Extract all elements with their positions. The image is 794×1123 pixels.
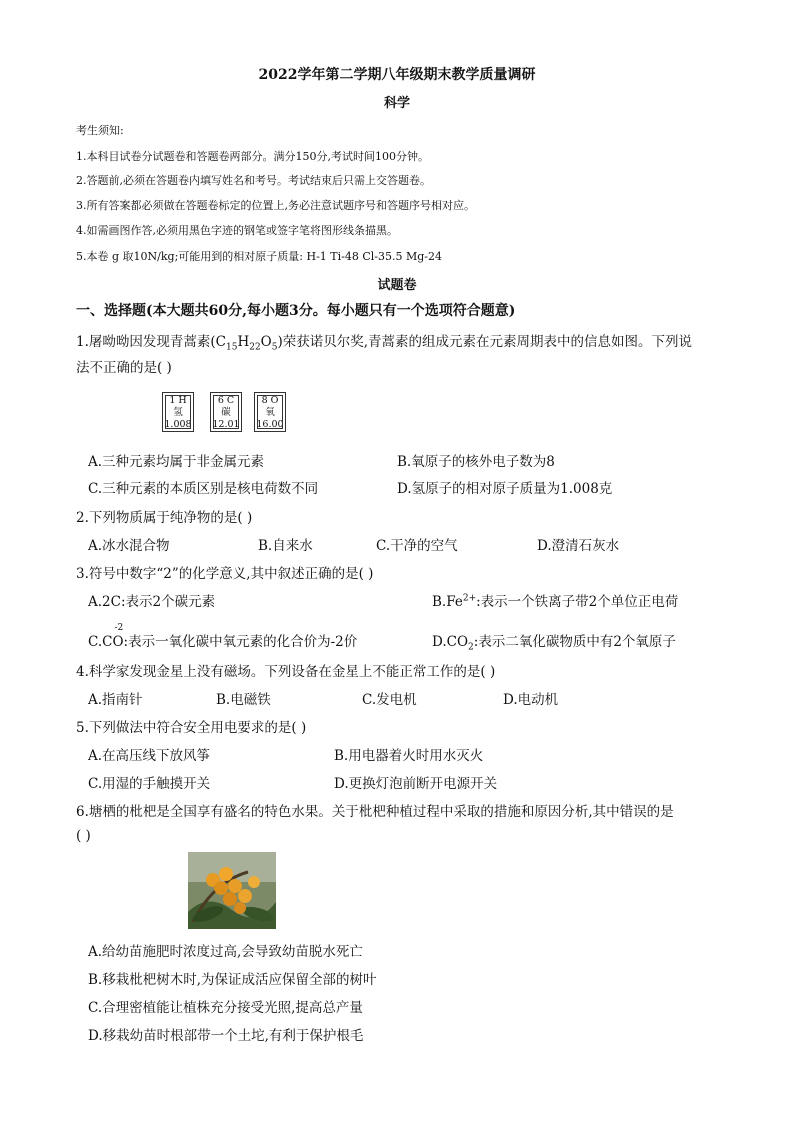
paper-label: 试题卷	[377, 278, 417, 293]
q6-stem-line2: ( )	[76, 828, 91, 844]
q5-option-c: C.用湿的手触摸开关	[88, 776, 211, 792]
q3-c-text: :表示一氧化碳中氧元素的化合价为-2价	[123, 634, 358, 650]
q4-option-a: A.指南针	[88, 692, 143, 708]
q1-o: O	[260, 334, 272, 350]
notice-heading: 考生须知:	[76, 124, 124, 137]
element-num-sym: 1 H	[169, 395, 187, 406]
q5-option-d: D.更换灯泡前断开电源开关	[334, 776, 498, 792]
notice-item-5: 5.本卷 g 取10N/kg;可能用到的相对原子质量: H-1 Ti-48 Cl-35.5 Mg-24	[76, 250, 443, 263]
notice-item-2: 2.答题前,必须在答题卷内填写姓名和考号。考试结束后只需上交答题卷。	[76, 174, 431, 187]
element-num-sym: 6 C	[217, 395, 235, 406]
q4-option-b: B.电磁铁	[216, 692, 271, 708]
element-mass: 1.008	[164, 419, 192, 430]
section-heading: 一、选择题(本大题共60分,每小题3分。每小题只有一个选项符合题意)	[76, 303, 516, 319]
q1-h: H	[237, 334, 250, 350]
q4-option-d: D.电动机	[503, 692, 559, 708]
element-name: 氢	[173, 407, 183, 418]
q4-stem: 4.科学家发现金星上没有磁场。下列设备在金星上不能正常工作的是( )	[76, 664, 496, 680]
q3-d-co: D.CO	[432, 634, 469, 650]
q6-stem-line1: 6.塘栖的枇杷是全国享有盛名的特色水果。关于枇杷种植过程中采取的措施和原因分析,其中错误的是	[76, 804, 674, 820]
q1-option-d: D.氢原子的相对原子质量为1.008克	[397, 481, 613, 497]
element-mass: 12.01	[212, 419, 240, 430]
q3-c-o-wrap	[112, 623, 124, 650]
q5-stem: 5.下列做法中符合安全用电要求的是( )	[76, 720, 307, 736]
q1-stem-a: 1.屠呦呦因发现青蒿素(C	[76, 334, 226, 350]
element-mass: 16.00	[256, 419, 284, 430]
q1-option-c: C.三种元素的本质区别是核电荷数不同	[88, 481, 319, 497]
q3-d-text: :表示二氧化碳物质中有2个氧原子	[473, 634, 676, 650]
q1-sub22: 22	[249, 342, 261, 353]
q2-option-b: B.自来水	[258, 538, 313, 554]
element-num-sym: 8 O	[261, 395, 279, 406]
element-name: 氧	[265, 407, 275, 418]
q3-option-b	[432, 590, 678, 610]
q1-sub15: 15	[225, 342, 238, 353]
loquat-photo	[188, 852, 276, 929]
q2-option-c: C.干净的空气	[376, 538, 458, 554]
q4-option-c: C.发电机	[362, 692, 417, 708]
q2-option-d: D.澄清石灰水	[537, 538, 620, 554]
q5-option-b: B.用电器着火时用水灭火	[334, 748, 484, 764]
q6-option-a: A.给幼苗施肥时浓度过高,会导致幼苗脱水死亡	[88, 944, 363, 960]
q1-stem-line1	[76, 330, 692, 353]
q1-stem-line2: 法不正确的是( )	[76, 360, 172, 376]
element-box-oxygen	[254, 392, 286, 432]
element-box-hydrogen	[162, 392, 194, 432]
loquat-illustration	[188, 852, 276, 929]
element-box-carbon	[210, 392, 242, 432]
q3-option-a: A.2C:表示2个碳元素	[88, 594, 216, 610]
element-name: 碳	[221, 407, 231, 418]
q3-c-c: C.C	[88, 634, 113, 650]
q3-b-charge: 2+	[462, 593, 477, 604]
q3-stem: 3.符号中数字“2”的化学意义,其中叙述正确的是( )	[76, 566, 374, 582]
q1-stem-b: )荣获诺贝尔奖,青蒿素的组成元素在元素周期表中的信息如图。下列说	[277, 334, 693, 350]
q5-option-a: A.在高压线下放风筝	[88, 748, 211, 764]
q3-c-o: O	[112, 634, 124, 650]
notice-item-4: 4.如需画图作答,必须用黑色字迹的钢笔或签字笔将图形线条描黑。	[76, 224, 398, 237]
q1-option-b: B.氧原子的核外电子数为8	[397, 454, 555, 470]
q3-b-text: :表示一个铁离子带2个单位正电荷	[476, 594, 679, 610]
q2-option-a: A.冰水混合物	[88, 538, 170, 554]
notice-item-1: 1.本科目试卷分试题卷和答题卷两部分。满分150分,考试时间100分钟。	[76, 150, 429, 163]
q2-stem: 2.下列物质属于纯净物的是( )	[76, 510, 253, 526]
exam-title: 2022学年第二学期八年级期末教学质量调研	[258, 67, 536, 83]
subject-title: 科学	[383, 96, 410, 111]
q3-d-sub: 2	[468, 642, 474, 653]
notice-item-3: 3.所有答案都必须做在答题卷标定的位置上,务必注意试题序号和答题序号相对应。	[76, 199, 475, 212]
q3-c-valence: -2	[114, 623, 124, 633]
q6-option-d: D.移栽幼苗时根部带一个土坨,有利于保护根毛	[88, 1028, 364, 1044]
q3-option-d	[432, 630, 676, 653]
q3-option-c	[88, 623, 358, 650]
q1-sub5: 5	[271, 342, 278, 353]
q1-option-a: A.三种元素均属于非金属元素	[88, 454, 265, 470]
q3-b-fe: B.Fe	[432, 594, 463, 610]
q6-option-c: C.合理密植能让植株充分接受光照,提高总产量	[88, 1000, 363, 1016]
q6-option-b: B.移栽枇杷树木时,为保证成活应保留全部的树叶	[88, 972, 377, 988]
